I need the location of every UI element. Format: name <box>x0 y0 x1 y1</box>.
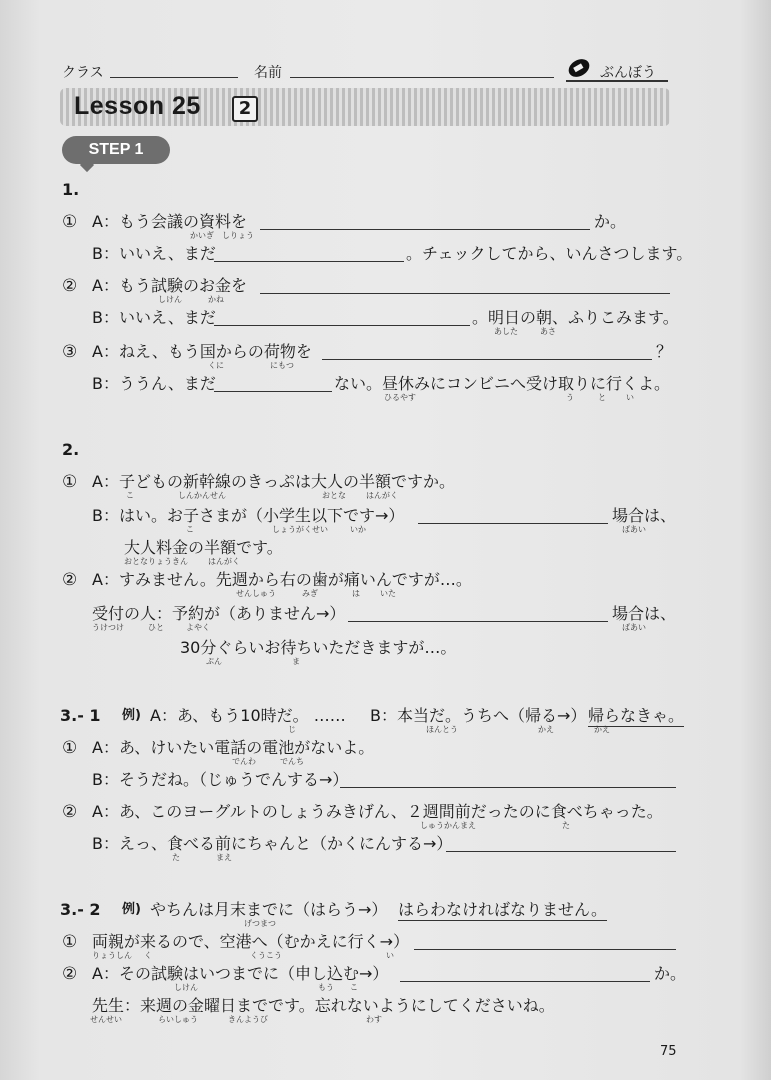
q32-2-b-text: 先生：来週の金曜日までです。忘れないようにしてくださいね。 <box>92 996 555 1015</box>
section-3-1-number: 3.- 1 <box>60 706 101 725</box>
page-number: 75 <box>660 1044 677 1059</box>
step-badge: STEP 1 <box>62 136 170 164</box>
answer-line[interactable] <box>322 359 652 360</box>
ruby: は <box>352 589 360 598</box>
section-1-number: 1. <box>62 180 80 199</box>
q2-2-number: ② <box>62 570 78 590</box>
q32-1-text: 両親が来るので、空港へ（むかえに行く→） <box>92 932 410 951</box>
name-field[interactable] <box>290 77 554 78</box>
q1-3-a-text: A：ねえ、もう国からの荷物を <box>92 342 312 361</box>
ex31-example-answer: 帰らなきゃ。 <box>588 706 685 725</box>
ruby: ひるやす <box>384 393 416 402</box>
q32-2-a-text: A：その試験はいつまでに（申し込む→） <box>92 964 389 983</box>
q2-1-a-text: A：子どもの新幹線のきっぷは大人の半額ですか。 <box>92 472 455 491</box>
ruby: しょうがくせい <box>272 525 328 534</box>
ruby: かえ <box>594 725 610 734</box>
answer-line[interactable] <box>214 261 404 262</box>
ruby: かえ <box>538 725 554 734</box>
q1-1-number: ① <box>62 212 78 232</box>
ruby: しんかんせん <box>178 491 226 500</box>
class-field[interactable] <box>110 77 238 78</box>
ruby: げつまつ <box>244 919 276 928</box>
q32-1-number: ① <box>62 932 78 952</box>
answer-line[interactable] <box>400 981 650 982</box>
answer-line[interactable] <box>418 523 608 524</box>
q31-1-a-text: A：あ、けいたい電話の電池がないよ。 <box>92 738 375 757</box>
ruby: く <box>144 951 152 960</box>
ruby: でんわ <box>232 757 256 766</box>
section-3-2-number: 3.- 2 <box>60 900 101 919</box>
ruby: う <box>566 393 574 402</box>
ruby: もう <box>318 983 334 992</box>
answer-line[interactable] <box>260 293 670 294</box>
ruby: せんせい <box>90 1015 122 1024</box>
ruby: はんがく <box>366 491 398 500</box>
ruby: ほんとう <box>426 725 458 734</box>
ruby: いた <box>380 589 396 598</box>
ruby: ま <box>292 657 300 666</box>
q2-2-b-cont: 30分ぐらいお待ちいただきますが…。 <box>180 638 457 657</box>
q1-2-b-end: 。明日の朝、ふりこみます。 <box>472 308 679 327</box>
example-label: 例) <box>122 902 141 917</box>
q1-1-b-end: 。チェックしてから、いんさつします。 <box>406 244 693 263</box>
q1-2-b-text: B：いいえ、まだ <box>92 308 216 327</box>
ruby: しけん <box>174 983 198 992</box>
q1-3-b-end: ない。昼休みにコンビニへ受け取りに行くよ。 <box>334 374 671 393</box>
ruby: しゅうかんまえ <box>420 821 476 830</box>
ex31-example-b: B：本当だ。うちへ（帰る→） <box>370 706 587 725</box>
ruby: おとな <box>322 491 346 500</box>
ruby: こ <box>350 983 358 992</box>
ruby: でんち <box>280 757 304 766</box>
lesson-title: Lesson 25 <box>74 92 201 120</box>
q32-2-a-end: か。 <box>654 964 687 983</box>
q1-3-a-end: ？ <box>656 342 673 361</box>
q2-1-b-cont: 大人料金の半額です。 <box>124 538 283 557</box>
q31-2-a-text: A：あ、このヨーグルトのしょうみきげん、２週間前だったのに食べちゃった。 <box>92 802 663 821</box>
q31-1-b-text: B：そうだね。（じゅうでんする→） <box>92 770 349 789</box>
ruby: い <box>386 951 394 960</box>
q1-1-a-end: か。 <box>594 212 627 231</box>
q1-3-number: ③ <box>62 342 78 362</box>
q32-2-number: ② <box>62 964 78 984</box>
ruby: りょうしん <box>92 951 132 960</box>
ruby: わす <box>366 1015 382 1024</box>
ruby: いか <box>350 525 366 534</box>
ruby: ばあい <box>622 525 646 534</box>
ruby: た <box>562 821 570 830</box>
q1-1-b-text: B：いいえ、まだ <box>92 244 216 263</box>
ruby: らいしゅう <box>158 1015 198 1024</box>
section-2-number: 2. <box>62 440 80 459</box>
ruby: あさ <box>540 327 556 336</box>
answer-line[interactable] <box>214 325 470 326</box>
ruby: にもつ <box>270 361 294 370</box>
lesson-part: 2 <box>232 96 258 122</box>
q31-2-number: ② <box>62 802 78 822</box>
q2-2-a-text: A：すみません。先週から右の歯が痛いんですが…。 <box>92 570 472 589</box>
ex31-example-a: A：あ、もう10時だ。 …… <box>150 706 346 725</box>
ruby: ひと <box>148 623 164 632</box>
answer-line[interactable] <box>414 949 676 950</box>
q2-1-b-text: B：はい。お子さまが（小学生以下です→） <box>92 506 405 525</box>
ruby: くうこう <box>250 951 282 960</box>
answer-line[interactable] <box>348 621 608 622</box>
q31-1-number: ① <box>62 738 78 758</box>
q2-2-b-end: 場合は、 <box>612 604 677 623</box>
q31-2-b-text: B：えっ、食べる前にちゃんと（かくにんする→） <box>92 834 453 853</box>
name-label: 名前 <box>254 65 282 81</box>
ruby: せんしゅう <box>236 589 276 598</box>
ruby: きんようび <box>228 1015 268 1024</box>
q2-1-b-end: 場合は、 <box>612 506 677 525</box>
ruby: ばあい <box>622 623 646 632</box>
answer-line[interactable] <box>340 787 676 788</box>
ruby: よやく <box>186 623 210 632</box>
bunpou-label: ぶんぼう <box>600 65 656 81</box>
q1-3-b-text: B：ううん、まだ <box>92 374 216 393</box>
ruby: かいぎ <box>190 231 214 240</box>
q2-1-number: ① <box>62 472 78 492</box>
ruby: い <box>626 393 634 402</box>
ruby: こ <box>126 491 134 500</box>
answer-line[interactable] <box>214 391 332 392</box>
ruby: うけつけ <box>92 623 124 632</box>
ruby: と <box>598 393 606 402</box>
ruby: あした <box>494 327 518 336</box>
ruby: おとなりょうきん <box>124 557 188 566</box>
ruby: かね <box>208 295 224 304</box>
example-label: 例) <box>122 708 141 723</box>
q1-1-a-text: A：もう会議の資料を <box>92 212 247 231</box>
ruby: た <box>172 853 180 862</box>
answer-line[interactable] <box>260 229 590 230</box>
ruby: はんがく <box>208 557 240 566</box>
ex32-example-answer: はらわなければなりません。 <box>398 900 607 919</box>
ruby: しりょう <box>222 231 254 240</box>
ruby: まえ <box>216 853 232 862</box>
class-label: クラス <box>62 65 104 81</box>
ruby: じ <box>288 725 296 734</box>
answer-line[interactable] <box>446 851 676 852</box>
q1-2-a-text: A：もう試験のお金を <box>92 276 247 295</box>
ruby: みぎ <box>302 589 318 598</box>
q2-2-b-text: 受付の人：予約が（ありません→） <box>92 604 346 623</box>
ruby: ぷん <box>206 657 222 666</box>
ex32-example: やちんは月末までに（はらう→） <box>150 900 388 919</box>
q1-2-number: ② <box>62 276 78 296</box>
ruby: くに <box>208 361 224 370</box>
ruby: しけん <box>158 295 182 304</box>
ruby: こ <box>186 525 194 534</box>
